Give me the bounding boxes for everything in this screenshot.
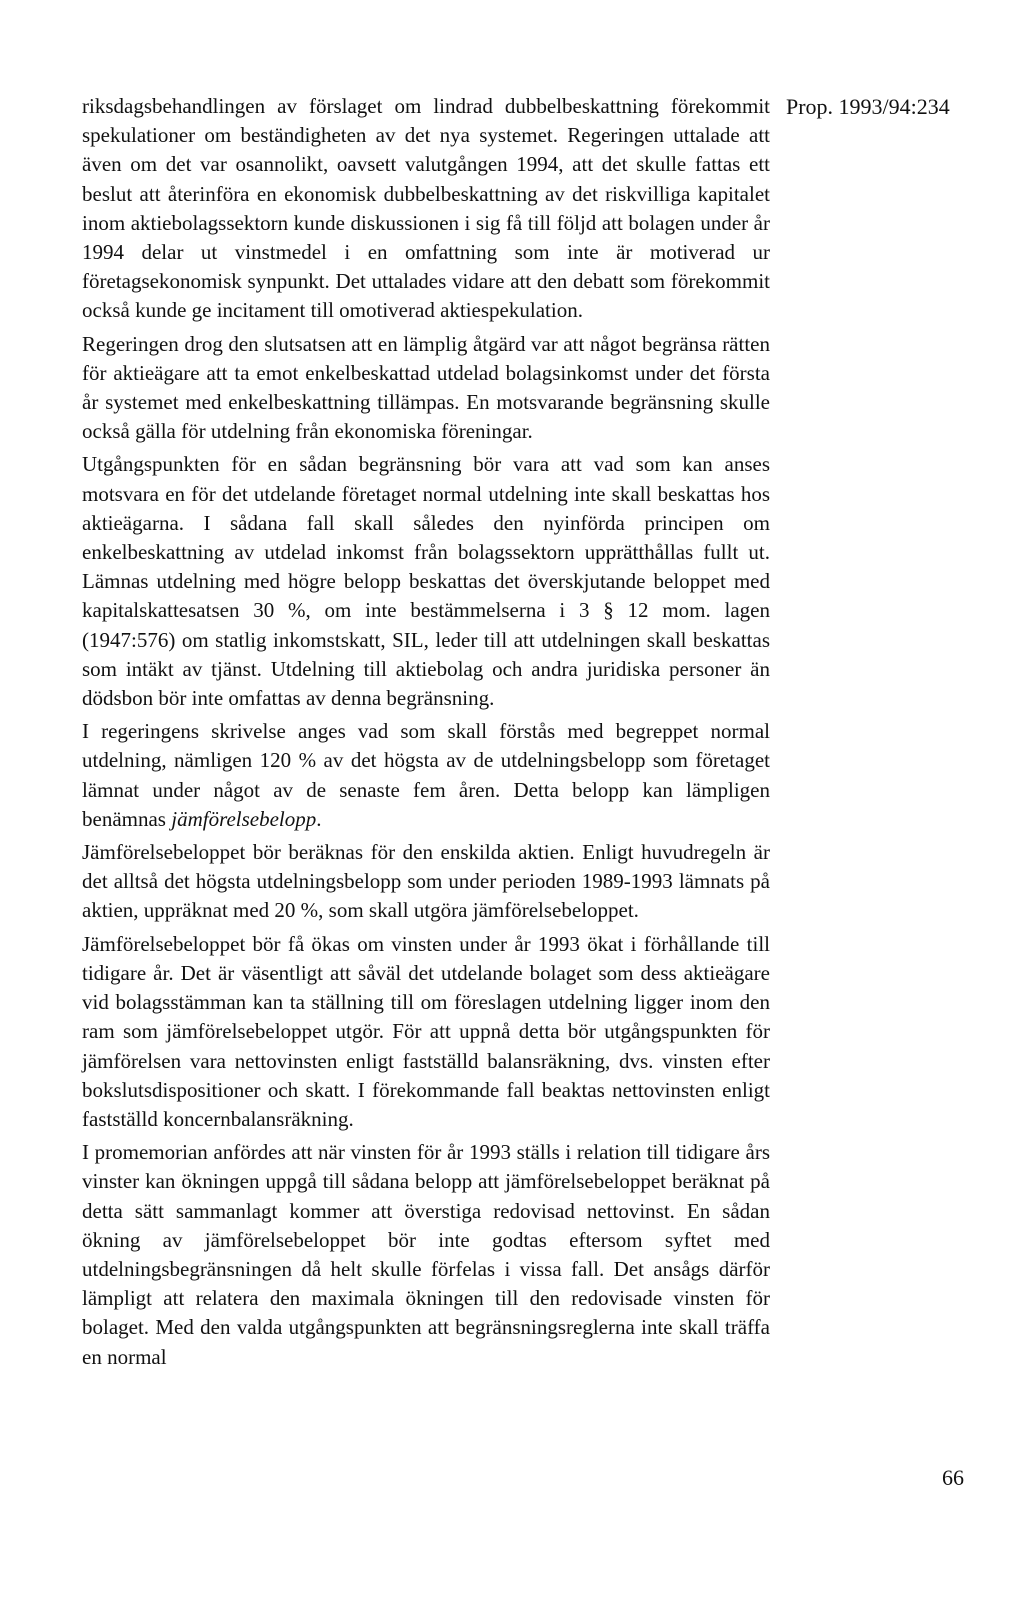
document-body	[82, 92, 770, 1372]
paragraph-1: riksdagsbehandlingen av förslaget om lindrad dubbelbeskattning förekommit spekulationer om beständigheten av det nya systemet. Regeringen uttalade att även om det var osannolikt, oavsett valutgången 1994, att det skulle fattas ett beslut att återinföra en ekonomisk dubbelbeskattning av det riskvilliga kapitalet inom aktiebolagssektorn kunde diskussionen i sig få till följd att bolagen under år 1994 delar ut vinstmedel i en omfattning som inte är motiverad ur företagsekonomisk synpunkt. Det uttalades vidare att den debatt som förekommit också kunde ge incitament till omotiverad aktiespekulation.	[82, 94, 770, 323]
page-number: 66	[942, 1465, 964, 1490]
paragraph-7: I promemorian anfördes att när vinsten för år 1993 ställs i relation till tidigare års vinster kan ökningen uppgå till sådana belopp att jämförelsebeloppet beräknat på detta sätt sammanlagt kommer att överstiga redovisad nettovinst. En sådan ökning av jämförelsebeloppet bör inte godtas eftersom syftet med utdelningsbegränsningen då helt skulle förfelas i vissa fall. Det ansågs därför lämpligt att relatera den maximala ökningen till den redovisade vinsten för bolaget. Med den valda utgångspunkten att begränsningsreglerna inte skall träffa en normal	[82, 1140, 770, 1369]
paragraph-4	[82, 717, 770, 834]
defined-term: jämförelsebelopp	[171, 806, 317, 831]
proposition-reference: Prop. 1993/94:234	[786, 94, 950, 119]
paragraph-4-text: I regeringens skrivelse anges vad som skall förstås med begreppet normal utdelning, nämligen 120 % av det högsta av de utdelningsbelopp som företaget lämnat under något av de senaste fem åren. Detta belopp kan lämpligen benämnas	[82, 719, 770, 831]
paragraph-2: Regeringen drog den slutsatsen att en lämplig åtgärd var att något begränsa rätten för aktieägare att ta emot enkelbeskattad utdelad bolagsinkomst under det första år systemet med enkelbeskattning tillämpas. En motsvarande begränsning skulle också gälla för utdelning från ekonomiska föreningar.	[82, 331, 770, 444]
paragraph-5: Jämförelsebeloppet bör beräknas för den enskilda aktien. Enligt huvudregeln är det alltså det högsta utdelningsbelopp som under perioden 1989-1993 lämnats på aktien, uppräknat med 20 %, som skall utgöra jämförelsebeloppet.	[82, 840, 770, 923]
paragraph-6: Jämförelsebeloppet bör få ökas om vinsten under år 1993 ökat i förhållande till tidigare år. Det är väsentligt att såväl det utdelande bolaget som dess aktieägare vid bolagsstämman kan ta ställning till om föreslagen utdelning ligger inom den ram som jämförelsebeloppet utgör. För att uppnå detta bör utgångspunkten för jämförelsen vara nettovinsten enligt fastställd balansräkning, dvs. vinsten efter bokslutsdispositioner och skatt. I förekommande fall beaktas nettovinsten enligt fastställd koncernbalansräkning.	[82, 931, 770, 1131]
paragraph-3: Utgångspunkten för en sådan begränsning bör vara att vad som kan anses motsvara en för det utdelande företaget normal utdelning inte skall beskattas hos aktieägarna. I sådana fall skall således den nyinförda principen om enkelbeskattning av utdelad inkomst från bolagssektorn upprätthållas fullt ut. Lämnas utdelning med högre belopp beskattas det överskjutande beloppet med kapitalskattesatsen 30 %, om inte bestämmelserna i 3 § 12 mom. lagen (1947:576) om statlig inkomstskatt, SIL, leder till att utdelningen skall beskattas som intäkt av tjänst. Utdelning till aktiebolag och andra juridiska personer än dödsbon bör inte omfattas av denna begränsning.	[82, 452, 770, 711]
paragraph-4-end: .	[316, 806, 322, 831]
